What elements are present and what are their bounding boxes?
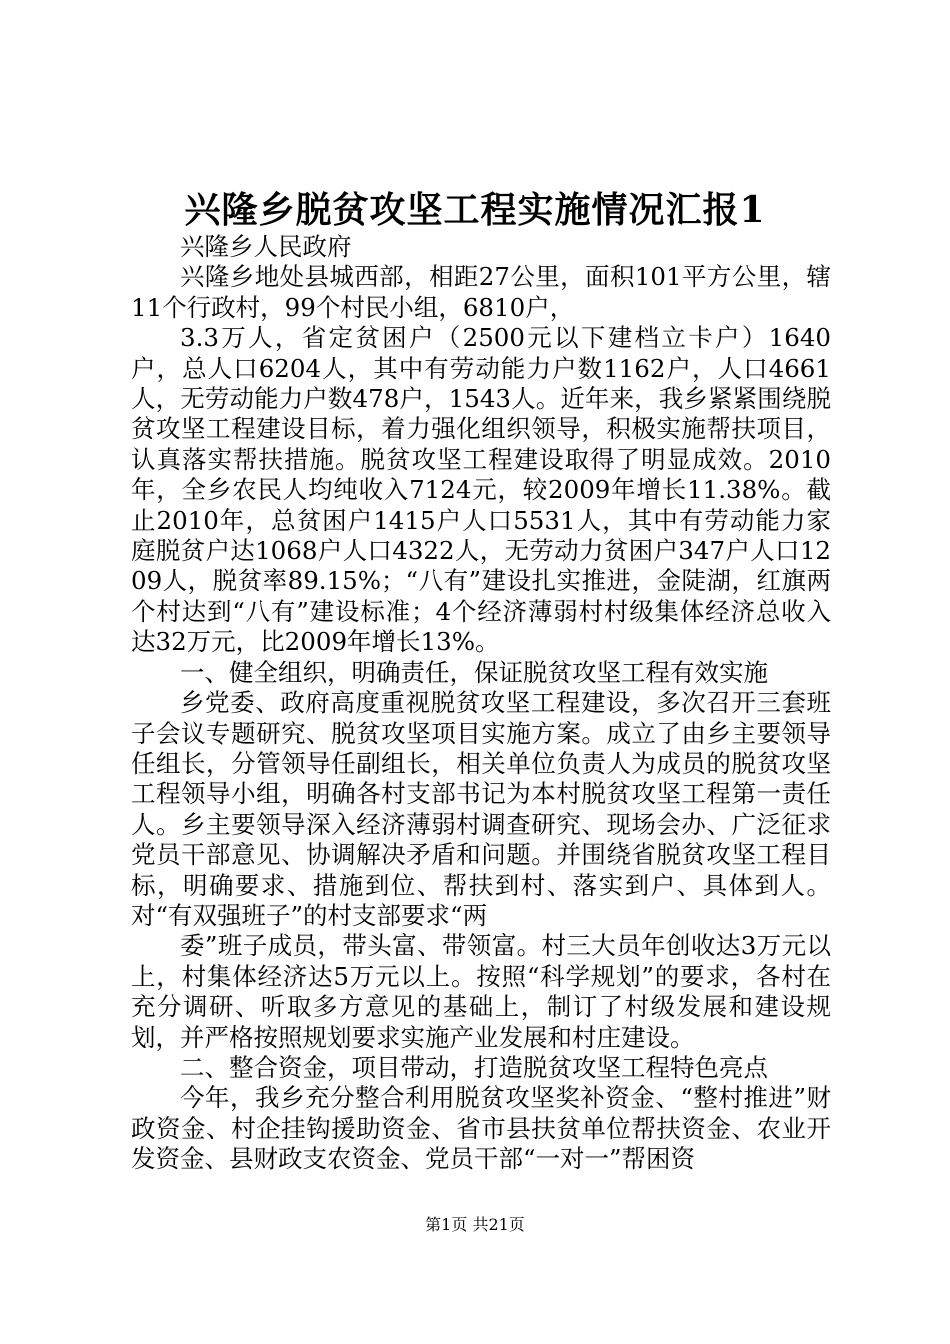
section-heading-1: 一、健全组织，明确责任，保证脱贫攻坚工程有效实施 <box>180 657 768 687</box>
section-heading-2: 二、整合资金，项目带动，打造脱贫攻坚工程特色亮点 <box>180 1052 768 1082</box>
document-body <box>131 232 831 1175</box>
paragraph-location: 兴隆乡地处县城西部，相距27公里，面积101平方公里，辖11个行政村，99个村民小组，6810户， <box>131 262 831 322</box>
page-footer: 第1页 共21页 <box>425 1215 525 1234</box>
paragraph-population: 3.3万人，省定贫困户（2500元以下建档立卡户）1640户，总人口6204人，其中有劳动能力户数1162户，人口4661人，无劳动能力户数478户，1543人。近年来，我乡紧紧围绕脱贫攻坚工程建设目标，着力强化组织领导，积极实施帮扶项目，认真落实帮扶措施。脱贫攻坚工程建设取得了明显成效。2010年，全乡农民人均纯收入7124元，较2009年增长11.38%。截止2010年，总贫困户1415户人口5531人，其中有劳动能力家庭脱贫户达1068户人口4322人，无劳动力贫困户347户人口1209人，脱贫率89.15%；“八有”建设扎实推进，金陡湖，红旗两个村达到“八有”建设标准；4个经济薄弱村村级集体经济总收入达32万元，比2009年增长13%。 <box>131 323 831 657</box>
paragraph-leadership: 委”班子成员，带头富、带领富。村三大员年创收达3万元以上，村集体经济达5万元以上。按照“科学规划”的要求，各村在充分调研、听取多方意见的基础上，制订了村级发展和建设规划，并严格按照规划要求实施产业发展和村庄建设。 <box>131 931 831 1052</box>
paragraph-organization: 乡党委、政府高度重视脱贫攻坚工程建设，多次召开三套班子会议专题研究、脱贫攻坚项目实施方案。成立了由乡主要领导任组长，分管领导任副组长，相关单位负责人为成员的脱贫攻坚工程领导小组，明确各村支部书记为本村脱贫攻坚工程第一责任人。乡主要领导深入经济薄弱村调查研究、现场会办、广泛征求党员干部意见、协调解决矛盾和问题。并围绕省脱贫攻坚工程目标，明确要求、措施到位、帮扶到村、落实到户、具体到人。对“有双强班子”的村支部要求“两 <box>131 688 831 930</box>
paragraph-author: 兴隆乡人民政府 <box>180 232 352 261</box>
paragraph-funding: 今年，我乡充分整合利用脱贫攻坚奖补资金、“整村推进”财政资金、村企挂钩援助资金、省市县扶贫单位帮扶资金、农业开发资金、县财政支农资金、党员干部“一对一”帮困资 <box>131 1083 831 1174</box>
document-title: 兴隆乡脱贫攻坚工程实施情况汇报1 <box>184 189 766 231</box>
